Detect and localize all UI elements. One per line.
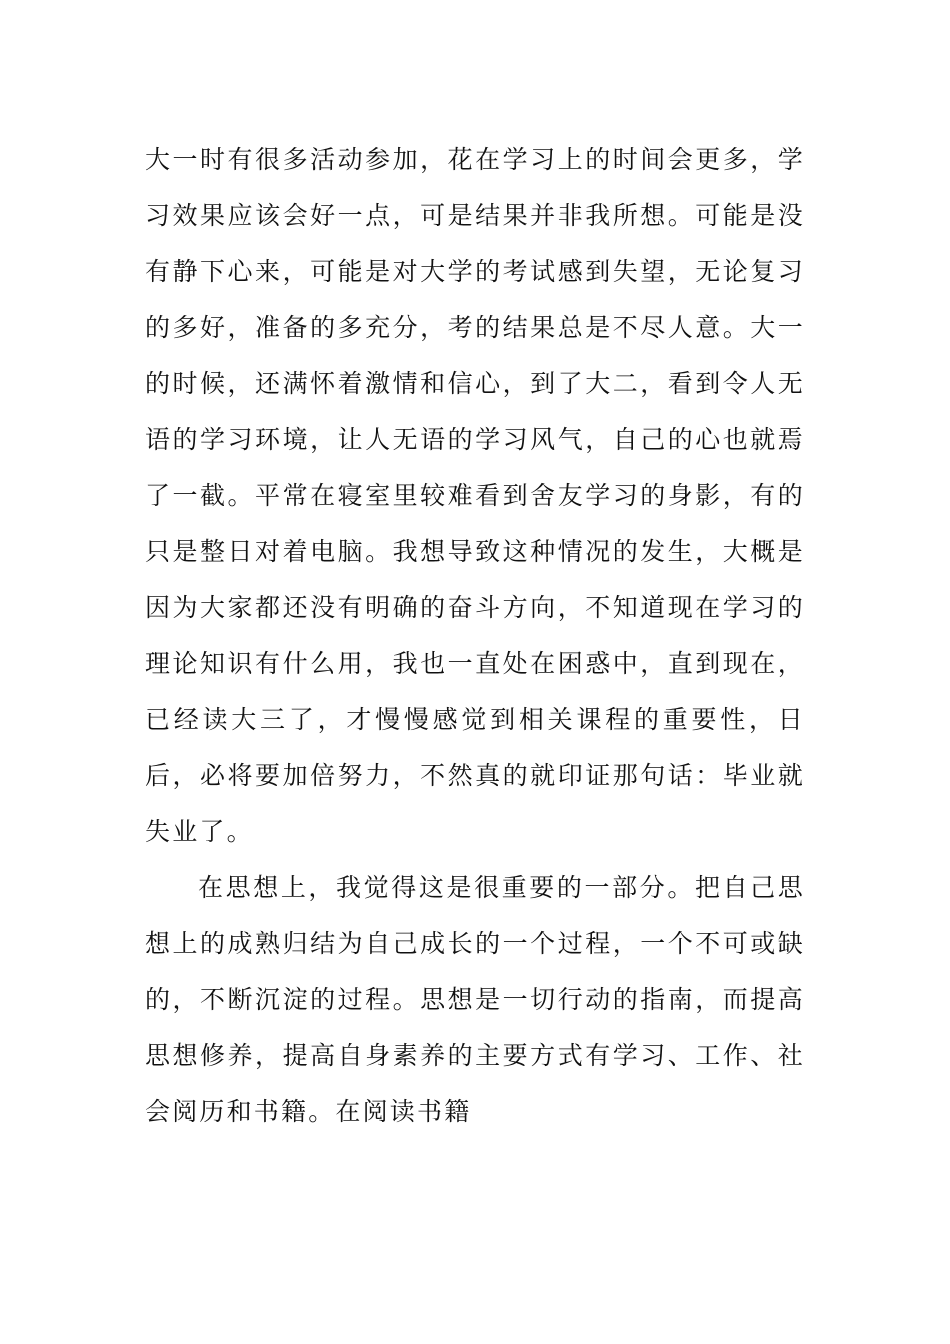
paragraph-2: 在思想上，我觉得这是很重要的一部分。把自己思想上的成熟归结为自己成长的一个过程，一个不可或缺的，不断沉淀的过程。思想是一切行动的指南，而提高思想修养，提高自身素养的主要方式有学习、工作、社会阅历和书籍。在阅读书籍	[145, 873, 805, 1126]
paragraph-1: 大一时有很多活动参加，花在学习上的时间会更多，学习效果应该会好一点，可是结果并非我所想。可能是没有静下心来，可能是对大学的考试感到失望，无论复习的多好，准备的多充分，考的结果总是不尽人意。大一的时候，还满怀着激情和信心，到了大二，看到令人无语的学习环境，让人无语的学习风气，自己的心也就焉了一截。平常在寝室里较难看到舍友学习的身影，有的只是整日对着电脑。我想导致这种情况的发生，大概是因为大家都还没有明确的奋斗方向，不知道现在学习的理论知识有什么用，我也一直处在困惑中，直到现在，已经读大三了，才慢慢感觉到相关课程的重要性，日后，必将要加倍努力，不然真的就印证那句话：毕业就失业了。	[145, 145, 805, 846]
document-body	[145, 132, 805, 1140]
